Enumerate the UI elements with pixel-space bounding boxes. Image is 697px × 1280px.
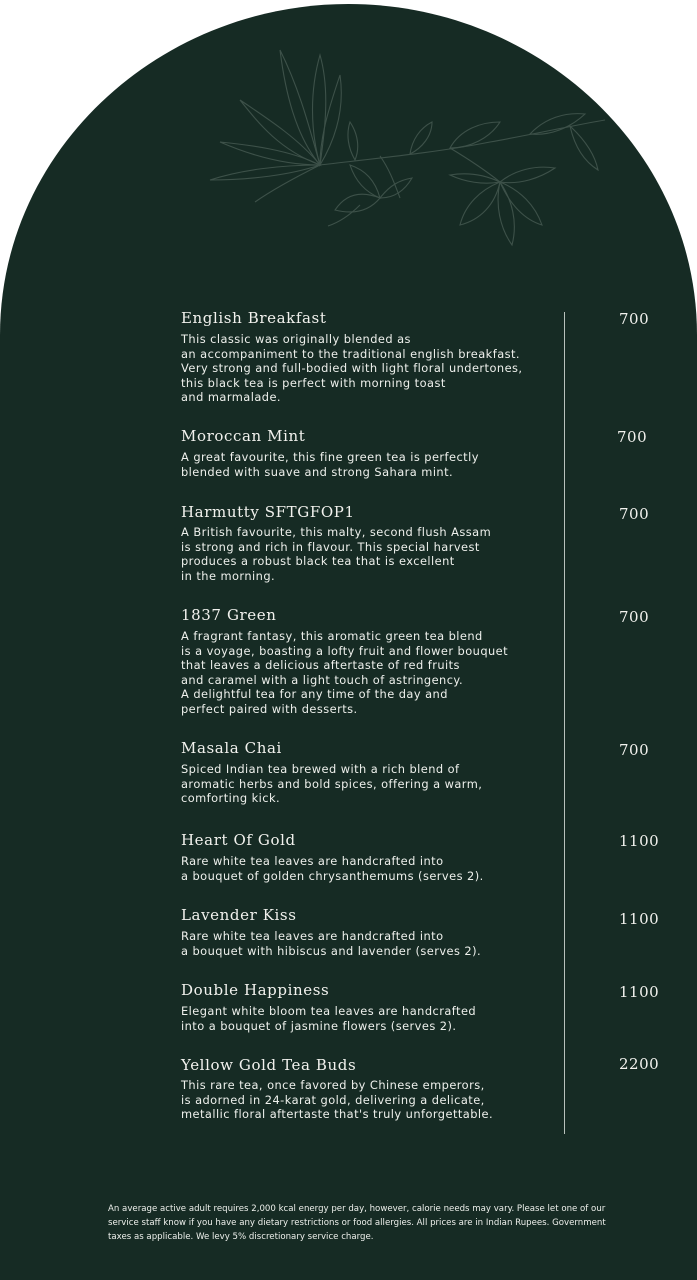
menu-item-name: Yellow Gold Tea Buds [181,1056,357,1074]
menu-item-price: 2200 [619,1055,660,1073]
menu-item-name: 1837 Green [181,606,277,624]
menu-item-description: Elegant white bloom tea leaves are handcrafted into a bouquet of jasmine flowers (serves 2). [181,1004,477,1033]
menu-item-price: 700 [619,505,650,523]
menu-item-name: Double Happiness [181,981,330,999]
menu-item-price: 700 [619,741,650,759]
footer-disclaimer: An average active adult requires 2,000 kcal energy per day, however, calorie needs may vary. Please let one of our service staff know if you have any dietary restrictions or food allergies. All prices are in Indian Rupees. Government taxes as applicable. We levy 5% discretionary service charge. [108,1204,606,1242]
menu-item-description: A great favourite, this fine green tea is perfectly blended with suave and strong Sahara mint. [181,450,479,479]
column-divider [564,312,565,1134]
menu-item-price: 1100 [619,983,660,1001]
menu-item-name: Heart Of Gold [181,831,296,849]
menu-item-description: Rare white tea leaves are handcrafted into a bouquet of golden chrysanthemums (serves 2). [181,854,484,883]
menu-item-price: 1100 [619,910,660,928]
menu-item-price: 700 [619,310,650,328]
menu-item-name: Harmutty SFTGFOP1 [181,503,355,521]
menu-item-name: Lavender Kiss [181,906,297,924]
menu-item-description: Rare white tea leaves are handcrafted into a bouquet with hibiscus and lavender (serves 2). [181,929,482,958]
menu-item-price: 1100 [619,832,660,850]
botanical-line-art-icon [150,30,620,260]
menu-item-description: This rare tea, once favored by Chinese emperors, is adorned in 24-karat gold, delivering a delicate, metallic floral aftertaste that's truly unforgettable. [181,1078,494,1121]
menu-item-price: 700 [617,428,648,446]
menu-item-name: English Breakfast [181,309,327,327]
menu-item-name: Moroccan Mint [181,427,306,445]
menu-item-price: 700 [619,608,650,626]
menu-item-name: Masala Chai [181,739,282,757]
menu-item-description: Spiced Indian tea brewed with a rich blend of aromatic herbs and bold spices, offering a warm, comforting kick. [181,762,483,805]
menu-item-description: A fragrant fantasy, this aromatic green tea blend is a voyage, boasting a lofty fruit and flower bouquet that leaves a delicious aftertaste of red fruits and caramel with a light touch of astringency. A delightful tea for any time of the day and perfect paired with desserts. [181,629,509,716]
menu-item-description: This classic was originally blended as an accompaniment to the traditional english breakfast. Very strong and full-bodied with light floral undertones, this black tea is perfect with morning toast and marmalade. [181,332,523,404]
menu-item-description: A British favourite, this malty, second flush Assam is strong and rich in flavour. This special harvest produces a robust black tea that is excellent in the morning. [181,525,492,583]
